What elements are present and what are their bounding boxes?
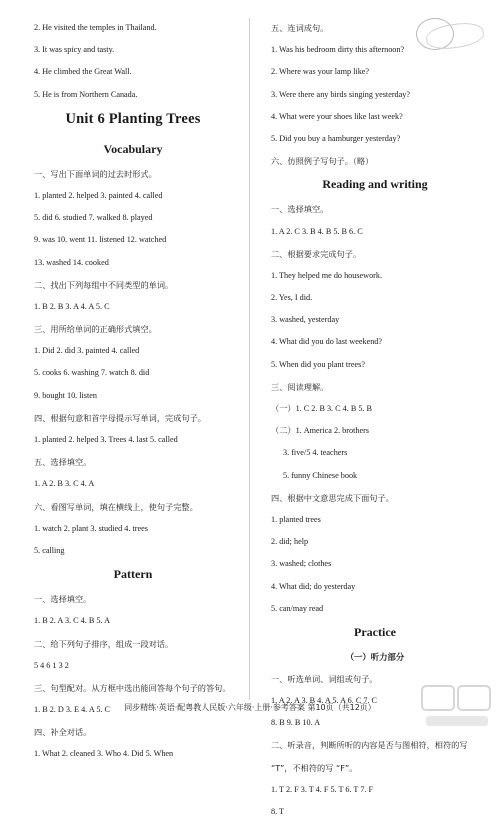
answer-line: 5. calling	[34, 545, 65, 555]
answer-line: 2. did; help	[271, 537, 309, 547]
answer-line: 1. watch 2. plant 3. studied 4. trees	[34, 523, 148, 533]
answer-line: 五、选择填空。	[34, 457, 92, 468]
listening-heading: （一）听力部分	[345, 651, 405, 662]
answer-line: 1. B 2. D 3. E 4. A 5. C	[34, 705, 110, 715]
answer-line: 5 4 6 1 3 2	[34, 660, 69, 670]
answer-line: 8. T	[271, 807, 285, 816]
answer-line: 1. B 2. A 3. C 4. B 5. A	[34, 616, 110, 626]
answer-line: 五、连词成句。	[271, 23, 329, 33]
answer-line: 四、补全对话。	[34, 727, 92, 738]
left-column	[22, 22, 244, 771]
answer-line: 一、选择填空。	[271, 204, 329, 215]
answer-line: 四、根据中文意思完成下面句子。	[271, 492, 394, 503]
answer-line: 三、句型配对。从方框中选出能回答每个句子的答句。	[34, 682, 231, 693]
answer-line: 3. washed; clothes	[271, 559, 332, 569]
vocabulary-heading: Vocabulary	[103, 141, 163, 156]
unit-title: Unit 6 Planting Trees	[65, 110, 201, 127]
answer-line: 1. A 2. B 3. C 4. A	[34, 479, 95, 489]
answer-line: 3. It was spicy and tasty.	[34, 45, 115, 55]
answer-line: 1. A 2. C 3. B 4. B 5. B 6. C	[271, 226, 363, 236]
answer-line: 一、听选单词、词组或句子。	[271, 673, 378, 684]
answer-line: 1. A 2. A 3. B 4. A 5. A 6. C 7. C	[271, 696, 378, 706]
answer-line: 二、听录音，判断所听的内容是否与图相符，相符的写	[271, 740, 468, 751]
answer-line: （一）1. C 2. B 3. C 4. B 5. B	[271, 404, 372, 413]
practice-heading: Practice	[354, 624, 396, 639]
answer-line: 二、根据要求完成句子。	[271, 248, 362, 259]
pattern-heading: Pattern	[113, 567, 153, 582]
answer-line: 4. He climbed the Great Wall.	[34, 67, 132, 77]
answer-line: “T”，不相符的写 “F”。	[271, 762, 358, 773]
answer-line: 3. Were there any birds singing yesterday?	[271, 89, 411, 99]
answer-line: 1. Did 2. did 3. painted 4. called	[34, 346, 140, 356]
answer-line: 1. They helped me do housework.	[271, 270, 383, 280]
answer-line: 四、根据句意和首字母提示写单词，完成句子。	[34, 412, 206, 423]
answer-line: 5. When did you plant trees?	[271, 359, 365, 369]
column-divider	[249, 18, 250, 700]
answer-line: 1. planted 2. helped 3. Trees 4. last 5. called	[34, 435, 178, 444]
reading-writing-answers	[259, 203, 491, 614]
reading-writing-heading: Reading and writing	[322, 177, 428, 192]
prev-unit-answers	[22, 22, 244, 101]
answer-line: 3. washed, yesterday	[271, 315, 340, 325]
answer-line: 六、看图写单词，填在横线上，使句子完整。	[34, 501, 198, 512]
answer-line: 5. did 6. studied 7. walked 8. played	[34, 213, 153, 223]
answer-line: 一、选择填空。	[34, 594, 92, 605]
answer-line: 2. Yes, I did.	[271, 293, 313, 303]
answer-line: 4. What did; do yesterday	[271, 581, 356, 591]
answer-line: 4. What were your shoes like last week?	[271, 111, 403, 121]
answer-line: 5. He is from Northern Canada.	[34, 89, 138, 99]
answer-line: 1. planted 2. helped 3. painted 4. called	[34, 190, 163, 200]
answer-line: 2. He visited the temples in Thailand.	[34, 23, 157, 32]
answer-line: 8. B 9. B 10. A	[271, 718, 321, 728]
answer-line: 2. Where was your lamp like?	[271, 67, 370, 77]
answer-line: 1. T 2. F 3. T 4. F 5. T 6. T 7. F	[271, 784, 374, 794]
page-footer: 同步精练·英语·配粤教人民版·六年级·上册·参考答案 第10页（共12页）	[124, 703, 376, 712]
answer-line: 二、找出下列每组中不同类型的单词。	[34, 279, 174, 290]
answer-line: 1. Was his bedroom dirty this afternoon?	[271, 45, 405, 55]
answer-line: 1. B 2. B 3. A 4. A 5. C	[34, 301, 110, 311]
answer-line: 9. was 10. went 11. listened 12. watched	[34, 235, 167, 245]
answer-line: 5. funny Chinese book	[283, 470, 358, 480]
answer-line: 4. What did you do last weekend?	[271, 337, 383, 347]
answer-line: 3. five/5 4. teachers	[283, 448, 348, 458]
answer-line: 二、给下列句子排序，组成一段对话。	[34, 638, 174, 649]
answer-line: 1. What 2. cleaned 3. Who 4. Did 5. When	[34, 749, 174, 759]
answer-line: 三、阅读理解。	[271, 381, 329, 392]
answer-line: 三、用所给单词的正确形式填空。	[34, 324, 157, 335]
answer-line: 一、写出下面单词的过去时形式。	[34, 168, 157, 179]
vocabulary-answers	[22, 168, 244, 557]
answer-line: 1. planted trees	[271, 514, 321, 524]
answer-line: （二）1. America 2. brothers	[271, 426, 369, 436]
answer-line: 六、仿照例子写句子。（略）	[271, 156, 374, 167]
answer-line: 9. bought 10. listen	[34, 390, 97, 400]
answer-line: 13. washed 14. cooked	[34, 257, 109, 267]
answer-line: 5. can/may read	[271, 603, 324, 613]
answer-line: 5. cooks 6. washing 7. watch 8. did	[34, 368, 150, 378]
answer-line: 5. Did you buy a hamburger yesterday?	[271, 133, 401, 143]
pattern-answers	[22, 593, 244, 760]
